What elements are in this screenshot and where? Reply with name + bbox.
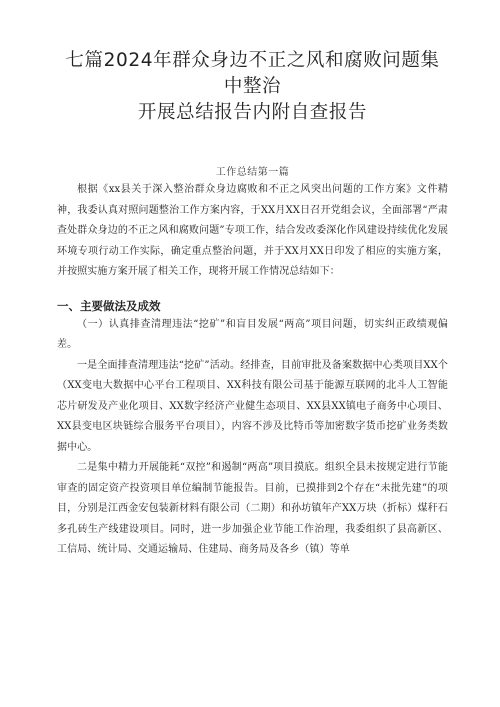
title-line-1: 七篇2024年群众身边不正之风和腐败问题集中整治	[65, 50, 440, 97]
body-paragraph-1: 一是全面排查清理违法“挖矿”活动。经排查，目前审批及备案数据中心类项目XX个（XX变电大数据中心平台工程项目、XX科技有限公司基于能源互联网的北斗人工智能芯片研发及产业化项目、XX数字经济产业健生态项目、XX县XX镇电子商务中心项目、XX县变电区块链综合服务平台项目），内容不涉及比特币等加密数字货币挖矿业务类数据中心。	[57, 359, 448, 453]
subsection-heading: （一）认真排查清理违法“挖矿”和盲目发展“两高”项目问题，切实纠正政绩观偏差。	[57, 318, 448, 350]
title-line-2: 开展总结报告内附自查报告	[137, 102, 368, 123]
body-paragraph-2: 二是集中精力开展能耗“双控”和遏制“两高”项目摸底。组织全县未按规定进行节能审查的固定资产投资项目单位编制节能报告。目前，已摸排到2个存在“未批先建”的项目，分别是江西金安包装新材料有限公司（二期）和孙坊镇年产XX万块（折标）煤秆石多孔砖生产线建设项目。同时，进一步加强企业节能工作治理，我委组织了县高新区、工信局、统计局、交通运输局、住建局、商务局及各乡（镇）等单	[57, 462, 448, 555]
intro-paragraph: 根据《xx县关于深入整治群众身边腐败和不正之风突出问题的工作方案》文件精神，我委认真对照问题整治工作方案内容，于XX月XX日召开党组会议，全面部署“严肃查处群众身边的不正之风和腐败问题”专项工作，结合发改委深化作风建设持续优化发展环境专项行动工作实际，确定重点整治问题，并于XX月XX日印发了相应的实施方案，并按照实施方案开展了相关工作，现将开展工作情况总结如下：	[57, 184, 448, 277]
document-subtitle: 工作总结第一篇	[215, 167, 290, 178]
document-title	[57, 48, 448, 126]
section-heading: 一、主要做法及成效	[57, 298, 161, 313]
